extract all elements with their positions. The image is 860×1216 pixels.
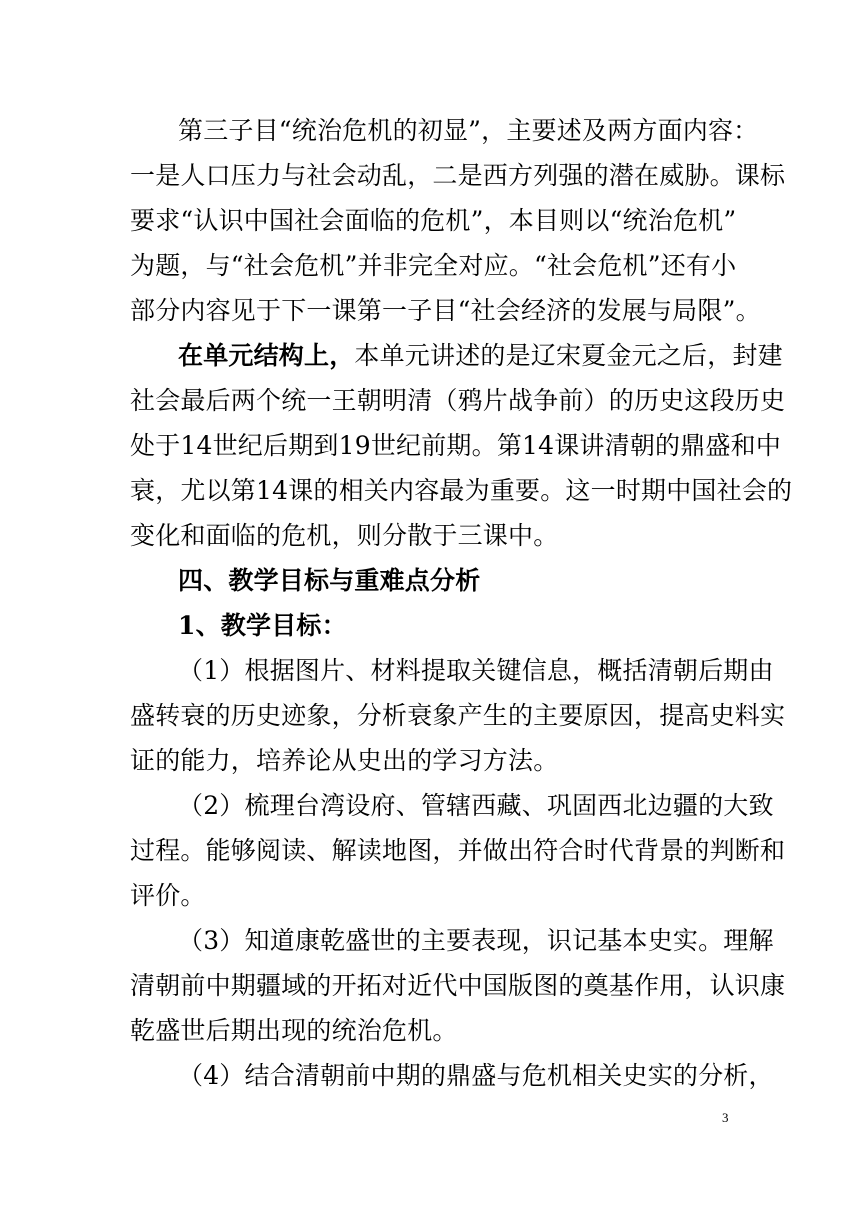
text-line: 部分内容见于下一课第一子目“社会经济的发展与局限”。 xyxy=(130,296,761,325)
text-line: 评价。 xyxy=(130,881,206,910)
page-body xyxy=(130,108,793,1098)
text-line: （4）结合清朝前中期的鼎盛与危机相关史实的分析， xyxy=(178,1061,774,1090)
text-line: 过程。能够阅读、解读地图，并做出符合时代背景的判断和 xyxy=(130,836,786,865)
text-span: 本单元讲述的是辽宋夏金元之后，封建 xyxy=(354,341,783,370)
text-line: 变化和面临的危机，则分散于三课中。 xyxy=(130,521,559,550)
text-line: 证的能力，培养论从史出的学习方法。 xyxy=(130,746,559,775)
text-line: 第三子目“统治危机的初显”，主要述及两方面内容： xyxy=(178,116,759,145)
goal-item-1 xyxy=(130,648,786,783)
text-line: （1）根据图片、材料提取关键信息，概括清朝后期由 xyxy=(178,656,774,685)
paragraph-unit-structure xyxy=(130,333,793,558)
text-line xyxy=(130,333,783,378)
text-line: 处于14世纪后期到19世纪前期。第14课讲清朝的鼎盛和中 xyxy=(130,431,782,460)
paragraph-governance-crisis xyxy=(130,108,786,333)
goal-item-2 xyxy=(130,783,786,918)
goal-item-4 xyxy=(130,1053,774,1098)
goal-item-3 xyxy=(130,918,786,1053)
bold-lead: 在单元结构上， xyxy=(178,341,355,370)
text-line: 社会最后两个统一王朝明清（鸦片战争前）的历史这段历史 xyxy=(130,386,786,415)
text-line: 盛转衰的历史迹象，分析衰象产生的主要原因，提高史料实 xyxy=(130,701,786,730)
subsection-heading: 1、教学目标： xyxy=(178,611,347,640)
text-line: 要求“认识中国社会面临的危机”，本目则以“统治危机” xyxy=(130,206,737,235)
section-heading: 四、教学目标与重难点分析 xyxy=(178,566,481,595)
text-line: （3）知道康乾盛世的主要表现，识记基本史实。理解 xyxy=(178,926,774,955)
text-line: 衰，尤以第14课的相关内容最为重要。这一时期中国社会的 xyxy=(130,476,793,505)
text-line: 清朝前中期疆域的开拓对近代中国版图的奠基作用，认识康 xyxy=(130,971,786,1000)
page-number: 3 xyxy=(722,1110,729,1125)
text-line: 乾盛世后期出现的统治危机。 xyxy=(130,1016,458,1045)
text-line: （2）梳理台湾设府、管辖西藏、巩固西北边疆的大致 xyxy=(178,791,774,820)
text-line: 一是人口压力与社会动乱，二是西方列强的潜在威胁。课标 xyxy=(130,161,786,190)
text-line: 为题，与“社会危机”并非完全对应。“社会危机”还有小 xyxy=(130,251,737,280)
